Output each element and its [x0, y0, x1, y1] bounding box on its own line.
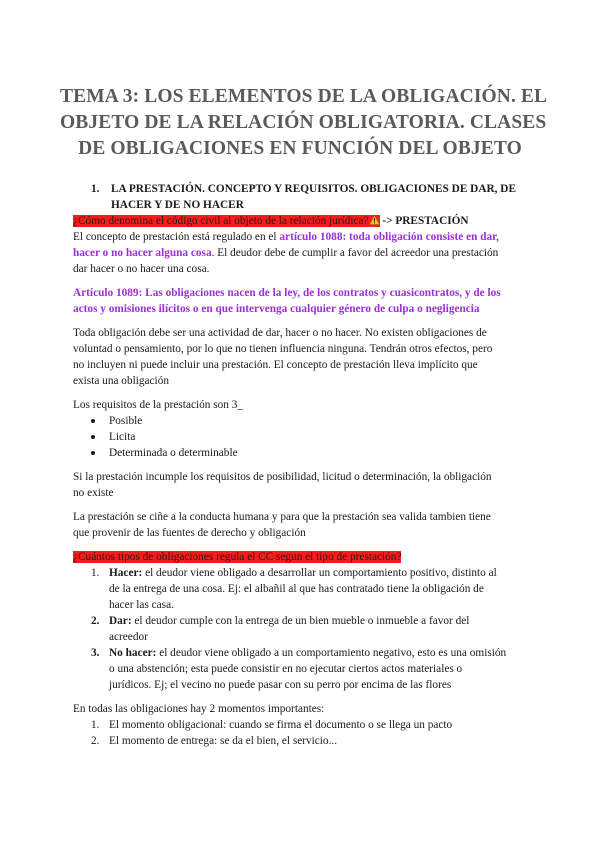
term-label: Hacer: — [109, 567, 143, 579]
bullet-icon — [91, 435, 95, 439]
list-item-number: 1. — [91, 567, 100, 579]
para-1-line-1 — [73, 229, 499, 245]
list-item-number: 2. — [91, 615, 100, 627]
bullet-icon — [91, 419, 95, 423]
list-item-text: de la entrega de una cosa. Ej: el albañil al que has contratado tiene la obligación de — [109, 583, 484, 595]
para-4-line-1: La prestación se ciñe a la conducta humana y para que la prestación sea valida tambien tiene — [73, 511, 491, 523]
para-1-text-cont: . El deudor debe de cumplir a favor del acreedor una prestación — [211, 247, 499, 259]
para-2-line-4: exista una obligación — [73, 375, 169, 387]
title-line-2: OBJETO DE LA RELACIÓN OBLIGATORIA. CLASES — [60, 112, 547, 133]
section-heading-line-1: LA PRESTACIÓN. CONCEPTO Y REQUISITOS. OBLIGACIONES DE DAR, DE — [111, 183, 516, 195]
term-desc: el deudor viene obligado a desarrollar un comportamiento positivo, distinto al — [142, 567, 497, 579]
question-2 — [73, 549, 401, 565]
list-item-text: Posible — [109, 415, 143, 427]
list-item-text: Licita — [109, 431, 136, 443]
list-item-number: 1. — [91, 719, 100, 731]
para-3-line-1: Si la prestación incumple los requisitos de posibilidad, licitud o determinación, la obligación — [73, 471, 492, 483]
para-2-line-1: Toda obligación debe ser una actividad de dar, hacer o no hacer. No existen obligaciones de — [73, 327, 487, 339]
list-item-text: acreedor — [109, 631, 148, 643]
requisitos-intro: Los requisitos de la prestación son 3_ — [73, 399, 244, 411]
list-item-text: hacer las casa. — [109, 599, 174, 611]
warning-icon — [369, 215, 380, 225]
list-item-text — [109, 565, 497, 581]
section-number: 1. — [91, 183, 100, 195]
momentos-intro: En todas las obligaciones hay 2 momentos importantes: — [73, 703, 325, 715]
term-label: Dar: — [109, 615, 132, 627]
article-1089-line-1: Artículo 1089: Las obligaciones nacen de la ley, de los contratos y cuasicontratos, y de los — [73, 287, 501, 299]
question-1-text: ¿Cómo denomina el código civil al objeto de la relación jurídica? — [73, 215, 369, 227]
question-2-text: ¿Cuántos tipos de obligaciones regula el CC segun el tipo de prestación? — [73, 551, 402, 563]
list-item-text: El momento de entrega: se da el bien, el servicio... — [109, 735, 338, 747]
title-line-1: TEMA 3: LOS ELEMENTOS DE LA OBLIGACIÓN. EL — [60, 86, 548, 107]
para-1-line-2 — [73, 245, 498, 261]
article-1088-ref-cont: hacer o no hacer alguna cosa — [73, 247, 212, 259]
list-item-text: Determinada o determinable — [109, 447, 238, 459]
para-1-line-3: dar hacer o no hacer una cosa. — [73, 263, 210, 275]
list-item-text — [109, 613, 469, 629]
para-1-text: El concepto de prestación está regulado en el — [73, 231, 280, 243]
bullet-icon — [91, 451, 95, 455]
term-label: No hacer: — [109, 647, 157, 659]
list-item-number: 2. — [91, 735, 100, 747]
list-item-text — [109, 645, 506, 661]
list-item-number: 3. — [91, 647, 100, 659]
section-heading-line-2: HACER Y DE NO HACER — [111, 199, 244, 211]
page-title — [60, 84, 548, 162]
term-desc: el deudor cumple con la entrega de un bien mueble o inmueble a favor del — [131, 615, 470, 627]
list-item-text: jurídicos. Ej; el vecino no puede pasar con su perro por encima de las flores — [109, 679, 452, 691]
question-1-highlight — [73, 215, 380, 227]
article-1088-ref: artículo 1088: toda obligación consiste en dar, — [279, 231, 499, 243]
term-desc: el deudor viene obligado a un comportamiento negativo, esto es una omisión — [156, 647, 507, 659]
para-2-line-2: voluntad o pensamiento, por lo que no tienen influencia ninguna. Tendrán otros efectos, pero — [73, 343, 493, 355]
article-1089-line-2: actos y omisiones ilícitos o en que intervenga cualquier género de culpa o negligencia — [73, 303, 480, 315]
para-4-line-2: que provenir de las fuentes de derecho y obligación — [73, 527, 306, 539]
para-2-line-3: no incluyen ni puede incluir una prestación. El concepto de prestación lleva implícito que — [73, 359, 478, 371]
question-1 — [73, 213, 469, 229]
title-line-3: DE OBLIGACIONES EN FUNCIÓN DEL OBJETO — [78, 138, 522, 159]
list-item-text: o una abstención; esta puede consistir en no ejecutar ciertos actos materiales o — [109, 663, 463, 675]
para-3-line-2: no existe — [73, 487, 114, 499]
question-1-answer: -> PRESTACIÓN — [379, 215, 469, 227]
list-item-text: El momento obligacional: cuando se firma el documento o se llega un pacto — [109, 719, 453, 731]
